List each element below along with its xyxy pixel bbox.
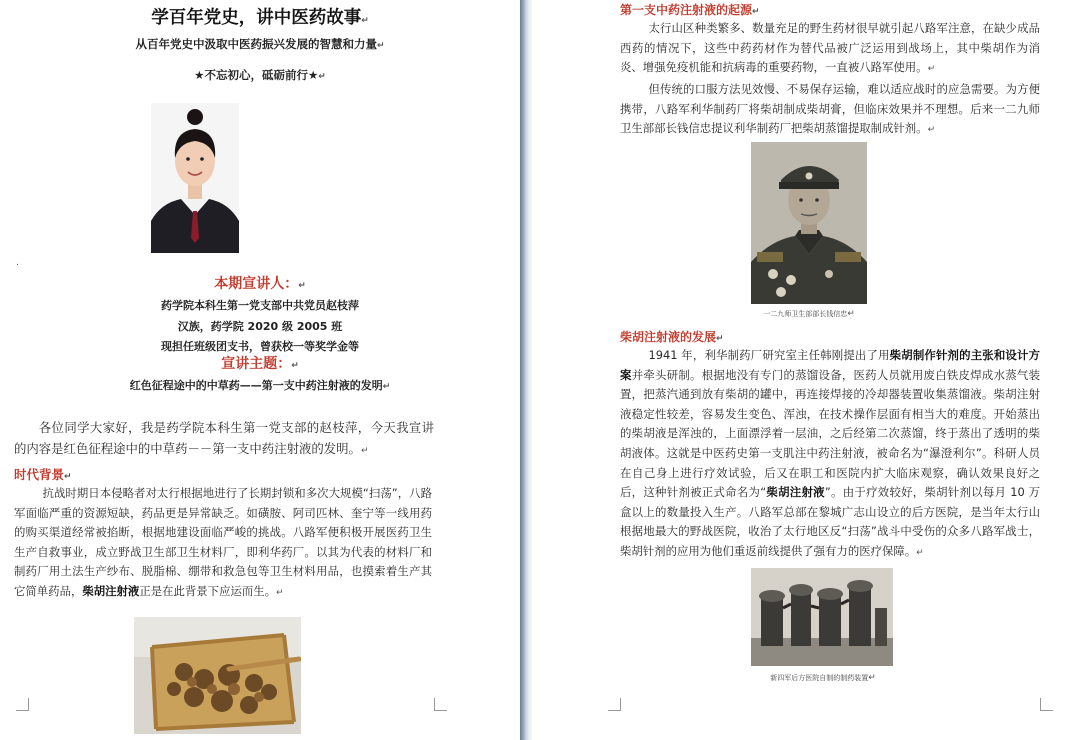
paragraph-mark: ↵ bbox=[927, 125, 936, 136]
document-page-left bbox=[0, 0, 520, 740]
herb-photo bbox=[134, 617, 301, 734]
origin-heading: 第一支中药注射液的起源↵ bbox=[620, 3, 760, 17]
paragraph-mark: ↵ bbox=[376, 41, 385, 51]
development-paragraph: 1941 年，利华制药厂研究室主任韩刚提出了用柴胡制作针剂的主张和设计方案并牵头研制。根据地没有专门的蒸馏设备，医药人员就用废白铁皮焊成水蒸气装置，把蒸汽通到放有柴胡的罐中，再连接焊接的冷却器装置收集蒸馏液。柴胡注射液稳定性较差，容易发生变色、浑浊，在技术操作层面有相当大的难度。开始蒸出的柴胡液是浑浊的，上面漂浮着一层油，之后经第二次蒸馏，终于蒸出了透明的柴胡液体。这就是中医药史第一支肌注中药注射液，被命名为“瀑澄利尔”。科研人员在自己身上进行疗效试验，后又在职工和医院内扩大临床观察，确认效果良好之后，这种针剂被正式命名为“柴胡注射液”。由于疗效较好，柴胡针剂以每月 10 万盒以上的数量投入生产。八路军总部在黎城广志山设立的后方医院，是当年太行山根据地最大的野战医院，收治了太行地区反“扫荡”战斗中受伤的众多八路军战士，柴胡针剂的应用为他们重返前线提供了强有力的医疗保障。↵ bbox=[620, 348, 1040, 558]
paragraph-mark: ↵ bbox=[318, 72, 326, 82]
paragraph-mark: ↵ bbox=[360, 446, 369, 456]
paragraph-mark: ↵ bbox=[847, 309, 855, 319]
speaker-line: 汉族，药学院 2020 级 2005 班 bbox=[177, 320, 343, 333]
document-title: 学百年党史，讲中医药故事↵ bbox=[151, 8, 369, 28]
pharmaceutical-equipment-photo bbox=[751, 568, 893, 666]
paragraph-mark: ↵ bbox=[927, 64, 936, 75]
speaker-heading: 本期宣讲人：↵ bbox=[214, 276, 306, 292]
paragraph-mark: ↵ bbox=[361, 16, 369, 26]
origin-paragraph-1: 太行山区种类繁多、数量充足的野生药材很早就引起八路军注意，在缺少成品西药的情况下，这些中药药材作为替代品被广泛运用到战场上，其中柴胡作为消炎、增强免疫机能和抗病毒的重要药物，一直被八路军使用。↵ bbox=[620, 21, 1040, 75]
paragraph-mark: ↵ bbox=[64, 472, 72, 482]
page-corner-mark bbox=[16, 698, 29, 711]
speaker-line: 现担任班级团支书，曾获校一等奖学金等 bbox=[161, 340, 359, 353]
historical-portrait-photo bbox=[751, 142, 867, 304]
theme-heading: 宣讲主题：↵ bbox=[221, 356, 299, 372]
intro-paragraph: 各位同学大家好，我是药学院本科生第一党支部的赵枝萍，今天我宣讲的内容是红色征程途中的中草药－－第一支中药注射液的发明。↵ bbox=[14, 420, 434, 456]
page-corner-mark bbox=[434, 698, 447, 711]
page-corner-mark bbox=[1040, 698, 1053, 711]
speaker-line: 药学院本科生第一党支部中共党员赵枝萍 bbox=[161, 299, 359, 312]
background-paragraph: 抗战时期日本侵略者对太行根据地进行了长期封锁和多次大规模“扫荡”，八路军面临严重的资源短缺，药品更是异常缺乏。如磺胺、阿司匹林、奎宁等一线用药的购买渠道经常被掐断，根据地建设面临严峻的挑战。八路军便积极开展医药卫生生产自救事业，成立野战卫生部卫生材料厂，即利华药厂。以其为代表的材料厂和制药厂用土法生产纱布、脱脂棉、绷带和救急包等卫生材料用品，也摸索着生产其它简单药品，柴胡注射液正是在此背景下应运而生。↵ bbox=[14, 486, 432, 598]
anchor-mark: . bbox=[16, 258, 19, 268]
paragraph-mark: ↵ bbox=[752, 7, 760, 17]
document-page-right bbox=[532, 0, 1070, 740]
motto-line: ★不忘初心，砥砺前行★↵ bbox=[194, 68, 326, 82]
section-heading: 时代背景↵ bbox=[14, 467, 72, 482]
paragraph-mark: ↵ bbox=[868, 673, 876, 683]
theme-text: 红色征程途中的中草药——第一支中药注射液的发明↵ bbox=[129, 379, 391, 392]
paragraph-mark: ↵ bbox=[291, 361, 299, 371]
paragraph-mark: ↵ bbox=[382, 382, 391, 392]
page-corner-mark bbox=[608, 698, 621, 711]
document-subtitle: 从百年党史中汲取中医药振兴发展的智慧和力量↵ bbox=[135, 37, 385, 51]
origin-paragraph-2: 但传统的口服方法见效慢、不易保存运输，难以适应战时的应急需要。为方便携带，八路军利华制药厂将柴胡制成柴胡膏，但临床效果并不理想。后来一二九师卫生部部长钱信忠提议利华制药厂把柴胡蒸馏提取制成针剂。↵ bbox=[620, 82, 1040, 136]
photo-caption: 一二九师卫生部部长钱信忠↵ bbox=[763, 309, 855, 319]
speaker-portrait bbox=[151, 103, 239, 253]
page-gutter bbox=[520, 0, 532, 740]
paragraph-mark: ↵ bbox=[276, 587, 284, 598]
development-heading: 柴胡注射液的发展↵ bbox=[620, 330, 724, 344]
equipment-caption: 新四军后方医院自制的制药装置↵ bbox=[770, 673, 876, 683]
paragraph-mark: ↵ bbox=[916, 547, 924, 558]
paragraph-mark: ↵ bbox=[716, 334, 724, 344]
paragraph-mark: ↵ bbox=[298, 281, 306, 291]
